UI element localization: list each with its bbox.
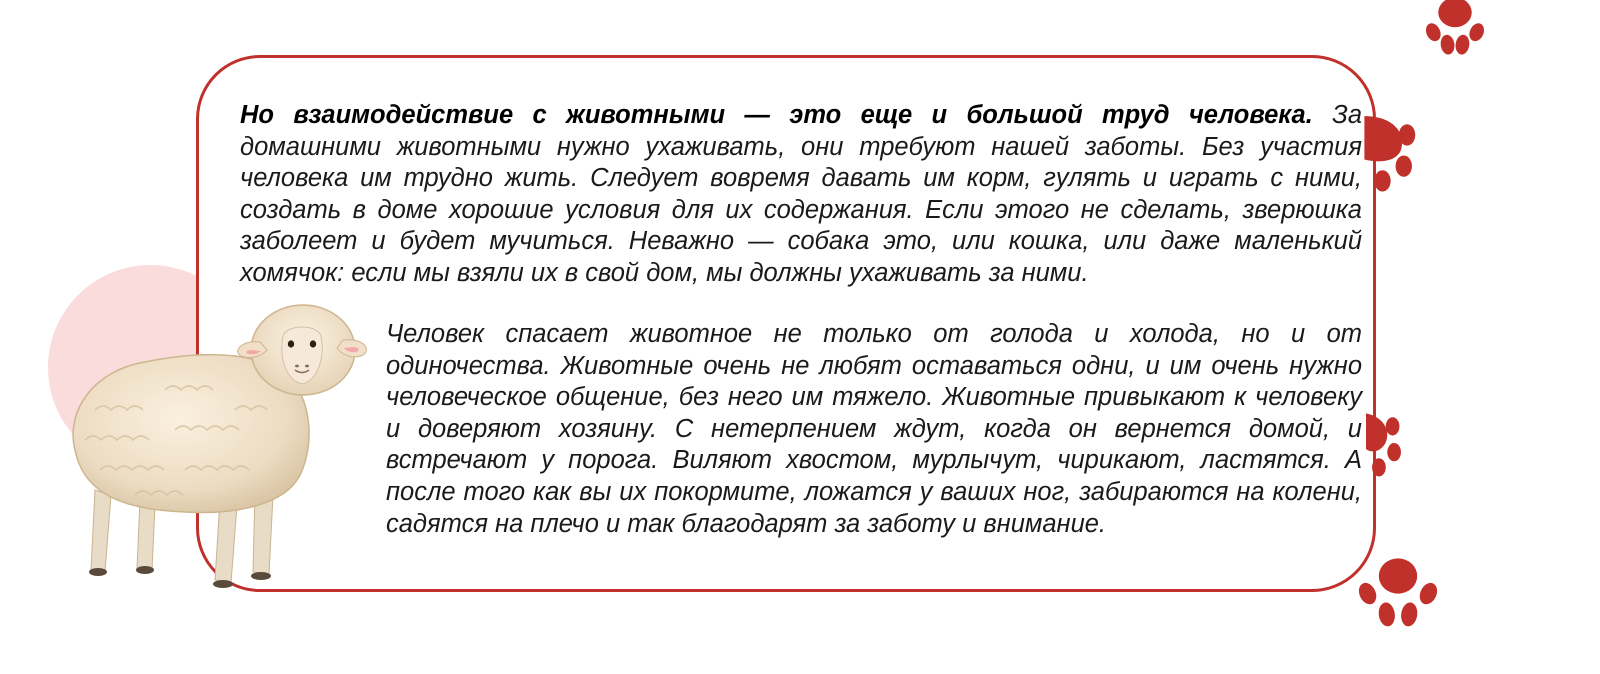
paw-print-icon bbox=[1358, 552, 1438, 632]
sheep-illustration bbox=[55, 300, 375, 600]
paragraph-care bbox=[240, 100, 1362, 290]
paragraph-loneliness: Человек спасает животное не только от голода и холода, но и от одиночества. Животные очень не любят оставаться одни, и им очень нужно человеческое общение, без него им тяжело. Животные привыкают к человеку и доверяют хозяину. С нетерпением ждут, когда он вернется домой, и встречают у порога. Виляют хвостом, мурлычут, чирикают, ластятся. А после того как вы их покормите, ложатся у ваших ног, забираются на колени, садятся на плечо и так благодарят за заботу и внимание. bbox=[386, 320, 1362, 538]
paragraph-lead: Но взаимодействие с животными — это еще и большой труд человека. bbox=[240, 101, 1313, 129]
paw-print-icon bbox=[1356, 112, 1422, 194]
paw-print-icon bbox=[1362, 402, 1408, 478]
paragraph-body: За домашними животными нужно ухаживать, они требуют нашей заботы. Без участия человека им трудно жить. Следует вовремя давать им корм, гулять и играть с ними, создать в доме хорошие условия для их содержания. Если этого не сделать, зверюшка заболеет и будет мучиться. Неважно — собака это, или кошка, или даже маленький хомячок: если мы взяли их в свой дом, мы должны ухаживать за ними. bbox=[240, 101, 1363, 287]
paw-print-icon bbox=[1410, 0, 1500, 62]
